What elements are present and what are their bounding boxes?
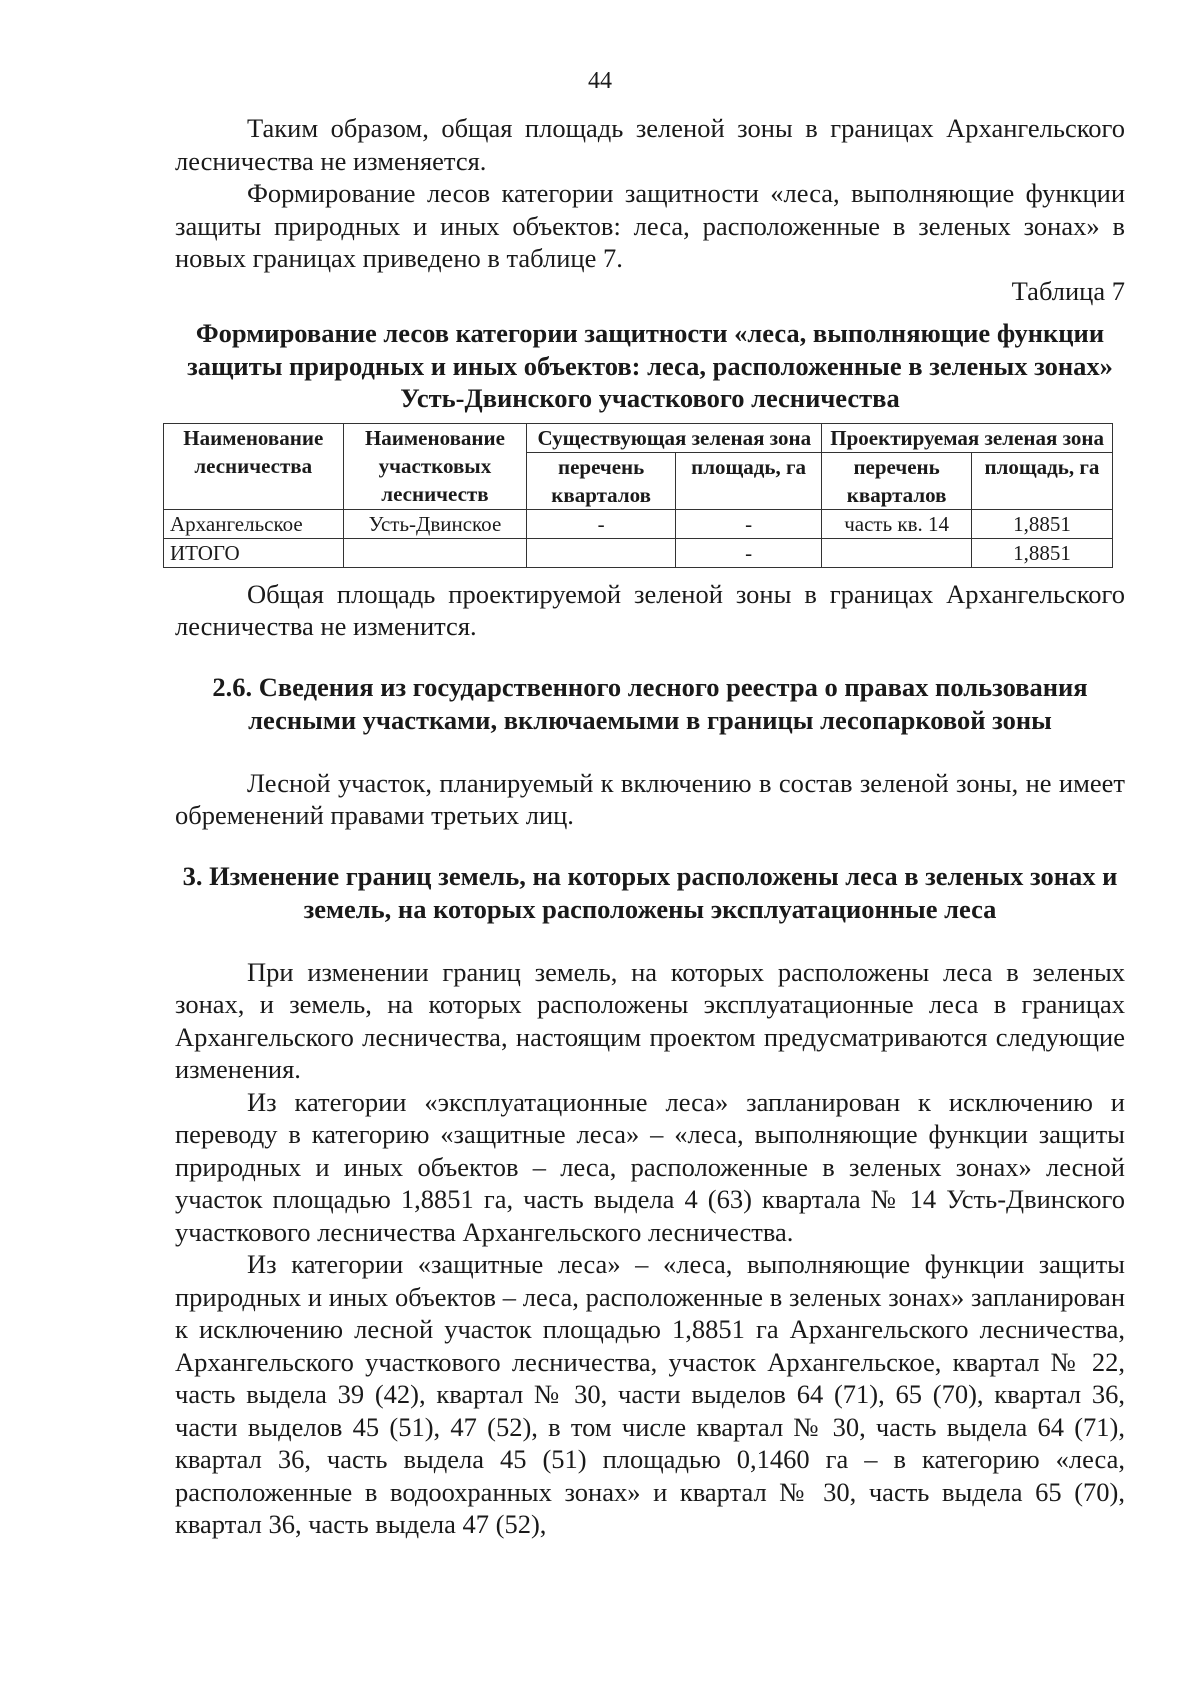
table-cell: -: [527, 509, 676, 538]
table-cell: Архангельское: [164, 509, 344, 538]
table-cell: ИТОГО: [164, 538, 344, 567]
paragraph-1: Таким образом, общая площадь зеленой зоны в границах Архангельского лесничества не изменяется.: [175, 113, 1125, 176]
section-3-heading: 3. Изменение границ земель, на которых расположены леса в зеленых зонах и земель, на которых расположены эксплуатационные леса: [182, 860, 1118, 924]
header-existing-zone: Существующая зеленая зона: [527, 423, 822, 452]
table-cell: часть кв. 14: [822, 509, 972, 538]
table-cell: [343, 538, 527, 567]
header-district: Наименование участковых лесничеств: [343, 423, 527, 509]
paragraph-4: Лесной участок, планируемый к включению в состав зеленой зоны, не имеет обременений правами третьих лиц.: [175, 767, 1125, 830]
table-cell: 1,8851: [971, 509, 1112, 538]
page-number: 44: [588, 68, 612, 94]
table-cell: -: [675, 509, 821, 538]
table-cell: -: [675, 538, 821, 567]
header-existing-quarters: перечень кварталов: [527, 452, 676, 509]
paragraph-6: Из категории «эксплуатационные леса» запланирован к исключению и переводу в категорию «защитные леса» – «леса, выполняющие функции защиты природных и иных объектов – леса, расположенные в зеленых зонах» лесной участок площадью 1,8851 га, часть выдела 4 (63) квартала № 14 Усть-Двинского участкового лесничества Архангельского лесничества.: [175, 1086, 1125, 1247]
table-cell: [822, 538, 972, 567]
paragraph-5: При изменении границ земель, на которых расположены леса в зеленых зонах, и земель, на которых расположены эксплуатационные леса в границах Архангельского лесничества, настоящим проектом предусматриваются следующие изменения.: [175, 956, 1125, 1084]
header-projected-area: площадь, га: [971, 452, 1112, 509]
section-2-6-heading: 2.6. Сведения из государственного лесного реестра о правах пользования лесными участками, включаемыми в границы лесопарковой зоны: [212, 671, 1088, 735]
header-projected-zone: Проектируемая зеленая зона: [822, 423, 1113, 452]
table-row: [164, 509, 1113, 538]
table-row-total: [164, 538, 1113, 567]
paragraph-3: Общая площадь проектируемой зеленой зоны в границах Архангельского лесничества не изменится.: [175, 578, 1125, 641]
header-projected-quarters: перечень кварталов: [822, 452, 972, 509]
page-content: [170, 112, 1125, 1541]
header-existing-area: площадь, га: [675, 452, 821, 509]
green-zone-table: [163, 423, 1113, 568]
paragraph-2: Формирование лесов категории защитности «леса, выполняющие функции защиты природных и иных объектов: леса, расположенные в зеленых зонах» в новых границах приведено в таблице 7.: [175, 178, 1125, 273]
table-cell: Усть-Двинское: [343, 509, 527, 538]
header-forestry: Наименование лесничества: [164, 423, 344, 509]
paragraph-7: Из категории «защитные леса» – «леса, выполняющие функции защиты природных и иных объектов – леса, расположенные в зеленых зонах» запланирован к исключению лесной участок площадью 1,8851 га Архангельского лесничества, Архангельского участкового лесничества, участок Архангельское, квартал № 22, часть выдела 39 (42), квартал № 30, части выделов 64 (71), 65 (70), квартал 36, части выделов 45 (51), 47 (52), в том числе квартал № 30, часть выдела 64 (71), квартал 36, часть выдела 45 (51) площадью 0,1460 га – в категорию «леса, расположенные в водоохранных зонах» и квартал № 30, часть выдела 65 (70), квартал 36, часть выдела 47 (52),: [175, 1249, 1125, 1539]
table-title: Формирование лесов категории защитности «леса, выполняющие функции защиты природных и иных объектов: леса, расположенные в зеленых зонах» Усть-Двинского участкового лесничества: [187, 318, 1113, 413]
table-label: Таблица 7: [1011, 275, 1125, 306]
table-cell: [527, 538, 676, 567]
table-cell: 1,8851: [971, 538, 1112, 567]
